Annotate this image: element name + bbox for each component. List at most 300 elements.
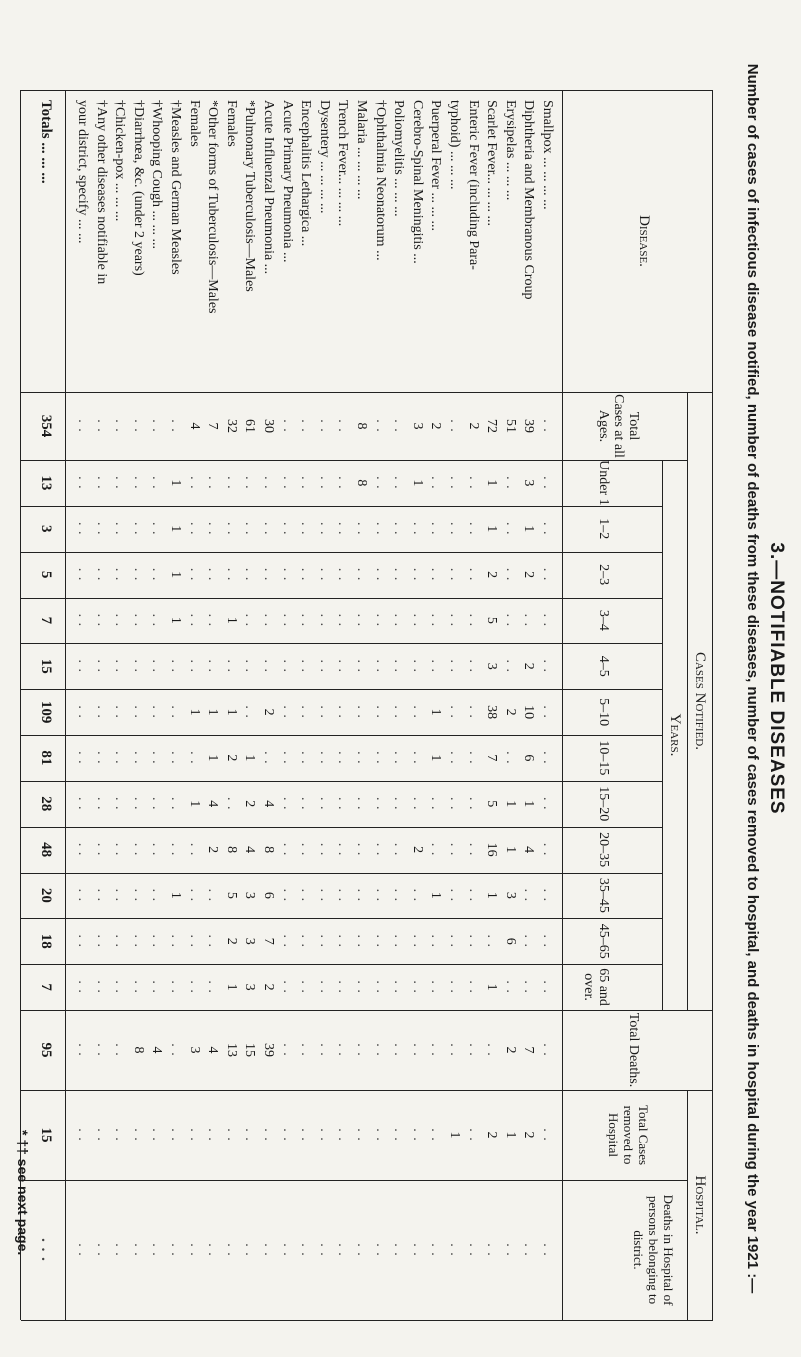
age-cell: 7 [261,937,276,945]
totals-age-cell: 7 [38,983,54,991]
age-cell: 1 [223,983,239,991]
age-cell: . . [354,888,369,903]
age-cell: . . [428,659,444,673]
age-cell: . . [298,751,314,765]
age-cell: . . [391,980,407,994]
age-cell: . . [502,659,518,673]
total-cases-cell: 30 [261,419,276,433]
age-cell: 3 [521,479,537,487]
age-cell: . . [335,751,351,765]
age-cell: 1 [502,846,518,854]
age-cell: . . [521,980,537,994]
age-cell: 1 [428,708,444,716]
age-cell: . . [465,796,481,811]
age-cell: . . [465,613,481,628]
age-cell: . . [168,980,183,994]
total-deaths-cell: 2 [502,1046,518,1054]
age-cell: . . [112,980,128,994]
age-cell: 3 [502,891,518,899]
age-cell: . . [149,796,165,811]
age-cell: . . [354,980,369,994]
age-cell: 2 [521,571,537,579]
age-cell: . . [335,705,351,719]
hospital-rule [687,1090,688,1320]
age-cell: . . [186,842,202,857]
age-cell: . . [112,613,128,628]
totals-age-cell: 20 [38,887,54,903]
age-cell: . . [168,934,183,948]
age-cell: . . [205,476,221,490]
total-deaths-cell: . . [354,1043,369,1057]
age-cell: . . [409,751,425,765]
age-cell: 3 [242,937,258,945]
age-cell: . . [540,751,555,765]
age-cell: . . [372,842,388,857]
age-cell: . . [149,842,165,857]
disease-label: Females [186,100,202,147]
table-left-border [21,90,713,91]
total-deaths-cell: . . [75,1043,90,1057]
total-cases-cell: . . [298,419,314,433]
age-cell: . . [540,705,555,719]
total-deaths-cell: . . [391,1043,407,1057]
age-cell: . . [298,842,314,857]
hospital-deaths-cell: . . [354,1243,369,1257]
age-cell: . . [465,476,481,490]
age-cell: 1 [484,525,500,533]
total-cases-cell: 7 [205,422,221,430]
age-cell: . . [502,476,518,490]
age-cell: . . [261,476,276,490]
total-deaths-cell: . . [316,1043,332,1057]
age-group-header: 10–15 [596,740,611,776]
age-cell: . . [279,521,295,536]
age-cell: . . [372,613,388,628]
hospital-deaths-cell: . . [75,1243,90,1257]
age-cell: . . [205,980,221,994]
disease-label: Dysentery ... ... ... ... [316,100,332,214]
age-cell: . . [242,476,258,490]
age-cell: 4 [205,800,221,808]
age-cell: . . [279,980,295,994]
disease-header: Disease. [636,215,652,267]
age-cell: . . [428,934,444,948]
age-cell: 1 [521,525,537,533]
age-cell: . . [93,934,109,948]
removed-cell: . . [75,1128,90,1142]
age-cell: . . [447,796,462,811]
age-cell: . . [112,888,128,903]
disease-label: Encephalitis Lethargica ... [298,100,314,247]
age-cell: . . [298,796,314,811]
age-cell: . . [279,888,295,903]
age-cell: . . [465,751,481,765]
age-cell: . . [391,796,407,811]
age-cell: . . [316,613,332,628]
hospital-deaths-cell: . . [502,1243,518,1257]
age-cell: . . [112,567,128,582]
age-group-header: 15–20 [596,786,611,822]
hospital-deaths-cell: . . [540,1243,555,1257]
age-cell: . . [186,659,202,673]
age-cell: 4 [261,800,276,808]
age-cell: . . [186,934,202,948]
age-cell: . . [465,980,481,994]
age-cell: . . [372,659,388,673]
table-top-border [712,90,713,1320]
age-cell: . . [502,751,518,765]
total-deaths-cell: . . [465,1043,481,1057]
age-cell: 1 [484,983,500,991]
age-cell: 16 [484,842,500,857]
age-cell: 2 [223,754,239,762]
age-cell: . . [223,659,239,673]
age-cell: . . [186,521,202,536]
age-cell: . . [335,934,351,948]
age-cell: 2 [261,708,276,716]
age-cell: . . [335,888,351,903]
removed-header: Total Cases removed to Hospital [606,1104,651,1166]
totals-hospital-deaths-cell: . . . [38,1238,54,1262]
age-cell: . . [279,705,295,719]
age-cell: . . [372,751,388,765]
age-cell: 5 [223,891,239,899]
age-cell: 1 [186,708,202,716]
age-cell: . . [75,980,90,994]
age-cell: 3 [242,891,258,899]
age-group-header: 4–5 [596,655,611,677]
age-cell: . . [372,521,388,536]
age-cell: . . [242,521,258,536]
hospital-deaths-cell: . . [372,1243,388,1257]
age-cell: . . [316,934,332,948]
age-cell: 2 [409,846,425,854]
hospital-deaths-cell: . . [484,1243,500,1257]
age-cell: . . [168,705,183,719]
age-group-header: 45–65 [596,923,611,959]
age-cell: . . [372,476,388,490]
age-cell: . . [261,567,276,582]
total-cases-header: Total Cases at all Ages. [596,394,641,458]
hospital-deaths-cell: . . [409,1243,425,1257]
age-cell: . . [149,567,165,582]
age-cell: . . [354,521,369,536]
age-cell: . . [447,934,462,948]
total-deaths-cell: . . [447,1043,462,1057]
age-cell: 6 [261,891,276,899]
age-cell: . . [447,842,462,857]
age-cell: . . [447,980,462,994]
age-cell: . . [130,842,146,857]
age-cell: . . [428,796,444,811]
age-cell: . . [130,567,146,582]
hospital-deaths-cell: . . [298,1243,314,1257]
age-cell: . . [502,613,518,628]
total-cases-cell: 51 [502,419,518,433]
age-cell: 4 [242,846,258,854]
age-cell: . . [335,796,351,811]
disease-label: Erysipelas ... ... ... [502,100,518,201]
page-subtitle: Number of cases of infectious disease notified, number of deaths from these diseases, number of cases removed to hospital, and deaths in hospital during the year 1921 :— [744,63,761,1294]
age-cell: . . [316,705,332,719]
age-cell: . . [316,521,332,536]
age-cell: . . [391,567,407,582]
total-cases-cell: 2 [428,422,444,430]
age-cell: . . [93,659,109,673]
age-cell: . . [279,476,295,490]
disease-label: Malaria ... ... ... ... [354,100,369,200]
total-cases-cell: . . [372,419,388,433]
totals-rule [65,90,66,1320]
age-cell: . . [372,934,388,948]
age-cell: . . [75,567,90,582]
hospital-deaths-cell: . . [149,1243,165,1257]
age-cell: . . [447,476,462,490]
age-cell: . . [149,476,165,490]
age-cell: 8 [261,846,276,854]
total-deaths-cell: . . [279,1043,295,1057]
age-cell: . . [540,521,555,536]
age-cell: . . [391,934,407,948]
age-cell: . . [149,888,165,903]
totals-age-cell: 81 [38,750,54,766]
age-cell: . . [130,980,146,994]
total-cases-cell: . . [316,419,332,433]
age-cell: . . [186,613,202,628]
age-cell: . . [75,613,90,628]
age-cell: . . [540,659,555,673]
removed-cell: . . [242,1128,258,1142]
age-cell: . . [168,751,183,765]
age-cell: . . [372,888,388,903]
age-cell: . . [354,751,369,765]
age-cell: 1 [168,571,183,579]
hospital-deaths-cell: . . [261,1243,276,1257]
total-deaths-cell: . . [112,1043,128,1057]
total-cases-cell: . . [112,419,128,433]
age-cell: . . [149,521,165,536]
age-cell: . . [465,934,481,948]
years-header: Years. [667,713,683,757]
total-cases-cell: 39 [521,419,537,433]
age-cell: . . [316,796,332,811]
disease-label: *Other forms of Tuberculosis—Males [205,100,221,314]
total-deaths-cell: . . [428,1043,444,1057]
total-deaths-cell: . . [484,1043,500,1057]
age-cell: 1 [502,800,518,808]
disease-label: †Ophthalmia Neonatorum ... [372,100,388,261]
total-cases-cell: . . [93,419,109,433]
disease-label: †Any other diseases notifiable in [93,100,109,285]
disease-label: Scarlet Fever... ... ... ... [484,100,500,226]
age-cell: . . [409,980,425,994]
header-bottom-rule [562,90,563,1320]
age-cell: . . [149,980,165,994]
age-cell: . . [279,796,295,811]
age-cell: . . [409,888,425,903]
age-cell: . . [205,888,221,903]
totals-label: Totals ... ... ... [38,100,54,184]
age-cell: . . [223,796,239,811]
age-cell: . . [298,567,314,582]
age-cell: . . [130,659,146,673]
age-cell: 2 [223,937,239,945]
hospital-deaths-header: Deaths in Hospital of persons belonging to district. [631,1194,676,1306]
age-cell: . . [335,521,351,536]
removed-cell: . . [223,1128,239,1142]
removed-cell: 2 [484,1131,500,1139]
total-cases-cell: . . [130,419,146,433]
age-cell: 2 [242,800,258,808]
age-cell: . . [465,567,481,582]
age-cell: . . [428,613,444,628]
total-cases-cell: . . [75,419,90,433]
age-cell: . . [130,476,146,490]
age-cell: . . [93,888,109,903]
age-cell: . . [391,842,407,857]
age-group-header: 20–35 [596,832,611,868]
age-cell: 1 [168,616,183,624]
age-cell: . . [409,796,425,811]
age-cell: . . [93,476,109,490]
total-cases-cell: . . [149,419,165,433]
age-cell: 5 [484,800,500,808]
age-cell: . . [242,705,258,719]
age-cell: . . [261,751,276,765]
age-cell: 1 [186,800,202,808]
hospital-deaths-cell: . . [391,1243,407,1257]
hospital-deaths-cell: . . [447,1243,462,1257]
age-cell: . . [484,934,500,948]
total-deaths-cell: . . [372,1043,388,1057]
age-cell: . . [447,521,462,536]
age-cell: . . [521,934,537,948]
age-cell: . . [149,613,165,628]
age-group-header: 3–4 [596,609,611,631]
age-cell: . . [205,659,221,673]
removed-cell: . . [168,1128,183,1142]
age-cell: . . [279,751,295,765]
total-deaths-cell: 8 [130,1046,146,1054]
age-cell: . . [186,980,202,994]
age-cell: . . [540,980,555,994]
age-cell: . . [279,659,295,673]
age-cell: . . [316,659,332,673]
removed-cell: . . [372,1128,388,1142]
age-cell: 38 [484,705,500,720]
age-cell: . . [391,613,407,628]
age-cell: . . [149,934,165,948]
total-deaths-cell: 3 [186,1046,202,1054]
removed-cell: 1 [502,1131,518,1139]
age-cell: . . [112,659,128,673]
age-cell: . . [465,521,481,536]
disease-label: *Pulmonary Tuberculosis—Males [242,100,258,292]
removed-cell: . . [316,1128,332,1142]
hospital-deaths-cell: . . [205,1243,221,1257]
age-cell: . . [354,934,369,948]
total-cases-cell: . . [279,419,295,433]
total-deaths-cell: . . [335,1043,351,1057]
age-cell: . . [112,842,128,857]
age-cell: . . [521,888,537,903]
total-cases-cell: . . [447,419,462,433]
age-cell: . . [112,751,128,765]
age-cell: . . [149,659,165,673]
age-cell: . . [93,796,109,811]
age-cell: . . [261,613,276,628]
age-cell: . . [428,476,444,490]
total-cases-cell: 3 [409,422,425,430]
age-cell: . . [316,980,332,994]
age-cell: . . [316,842,332,857]
age-cell: . . [409,705,425,719]
age-cell: . . [75,934,90,948]
totals-age-cell: 109 [38,700,54,724]
age-cell: . . [540,934,555,948]
removed-cell: . . [298,1128,314,1142]
age-cell: . . [298,613,314,628]
totals-deaths-cell: 95 [38,1042,54,1058]
disease-label: your district, specify ... ... [75,100,90,244]
total-deaths-cell: 39 [261,1043,276,1057]
age-cell: 2 [521,662,537,670]
disease-label: Trench Fever... ... ... ... [335,100,351,227]
age-cell: . . [261,659,276,673]
age-cell: . . [316,751,332,765]
hospital-deaths-cell: . . [130,1243,146,1257]
age-cell: . . [372,980,388,994]
total-cases-cell: . . [540,419,555,433]
age-cell: . . [391,476,407,490]
total-deaths-cell: 15 [242,1043,258,1057]
age-cell: . . [372,567,388,582]
age-cell: 1 [205,708,221,716]
total-deaths-cell: 4 [149,1046,165,1054]
disease-label: Diphtheria and Membranous Croup [521,100,537,300]
total-cases-cell: 72 [484,419,500,433]
total-cases-cell: . . [335,419,351,433]
age-cell: 6 [521,754,537,762]
totals-removed-cell: 15 [38,1127,54,1143]
age-group-header: 65 and over. [581,968,611,1006]
hospital-deaths-cell: . . [112,1243,128,1257]
totals-age-cell: 3 [38,524,54,533]
hospital-deaths-cell: . . [93,1243,109,1257]
age-cell: 1 [168,525,183,533]
age-cell: . . [298,888,314,903]
age-cell: . . [428,567,444,582]
age-cell: . . [447,567,462,582]
hospital-deaths-cell: . . [428,1243,444,1257]
age-cell: . . [447,751,462,765]
age-cell: . . [409,521,425,536]
removed-cell: . . [186,1128,202,1142]
age-cell: . . [279,567,295,582]
age-cell: . . [391,521,407,536]
age-cell: . . [354,613,369,628]
total-cases-cell: . . [391,419,407,433]
age-cell: 3 [484,662,500,670]
age-cell: . . [316,476,332,490]
age-cell: . . [261,521,276,536]
age-cell: . . [112,934,128,948]
age-cell: . . [93,842,109,857]
cases-notified-header: Cases Notified. [692,651,708,750]
age-cell: . . [354,796,369,811]
age-cell: . . [391,751,407,765]
age-cell: . . [391,659,407,673]
